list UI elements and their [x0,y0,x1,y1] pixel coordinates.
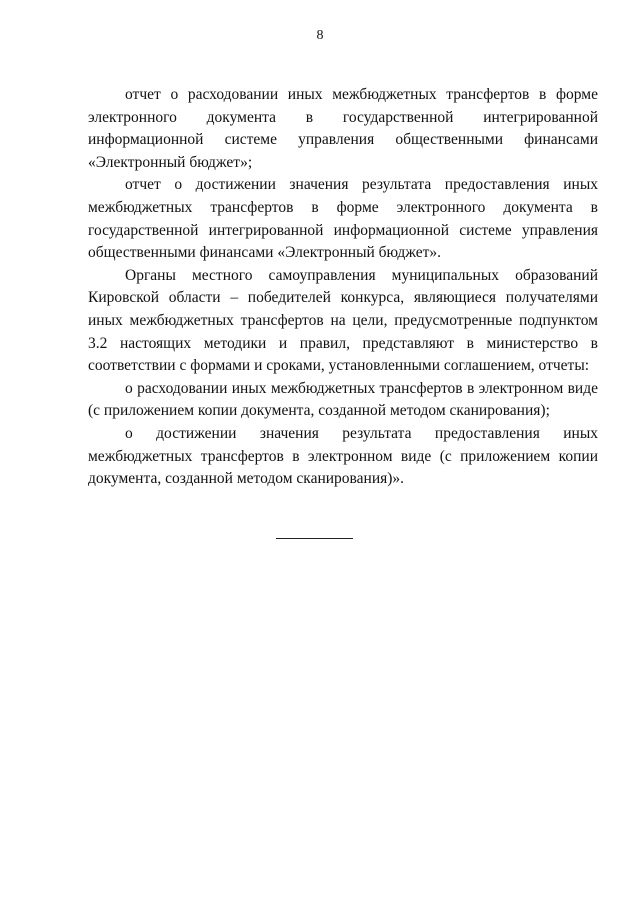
paragraph-result-electronic: о достижении значения результата предоставления иных межбюджетных трансфертов в электронном виде (с приложением копии документа, созданной методом сканирования)». [88,424,598,488]
paragraph-local-authorities: Органы местного самоуправления муниципальных образований Кировской области – победителей конкурса, являющиеся получателями иных межбюджетных трансфертов на цели, предусмотренные подпунктом 3.2 настоящих методики и правил, представляют в министерство в соответствии с формами и сроками, установленными соглашением, отчеты: [88,266,598,375]
paragraph-expenditure-electronic: о расходовании иных межбюджетных трансфертов в электронном виде (с приложением копии документа, созданной методом сканирования); [88,379,598,420]
page-number: 8 [316,28,324,43]
closing-divider-line [276,538,353,539]
paragraph-report-expenditure: отчет о расходовании иных межбюджетных трансфертов в форме электронного документа в государственной интегрированной информационной системе управления общественными финансами «Электронный бюджет»; [88,86,598,171]
body-text [88,84,598,491]
paragraph-report-result: отчет о достижении значения результата предоставления иных межбюджетных трансфертов в форме электронного документа в государственной интегрированной информационной системе управления общественными финансами «Электронный бюджет». [88,176,598,262]
